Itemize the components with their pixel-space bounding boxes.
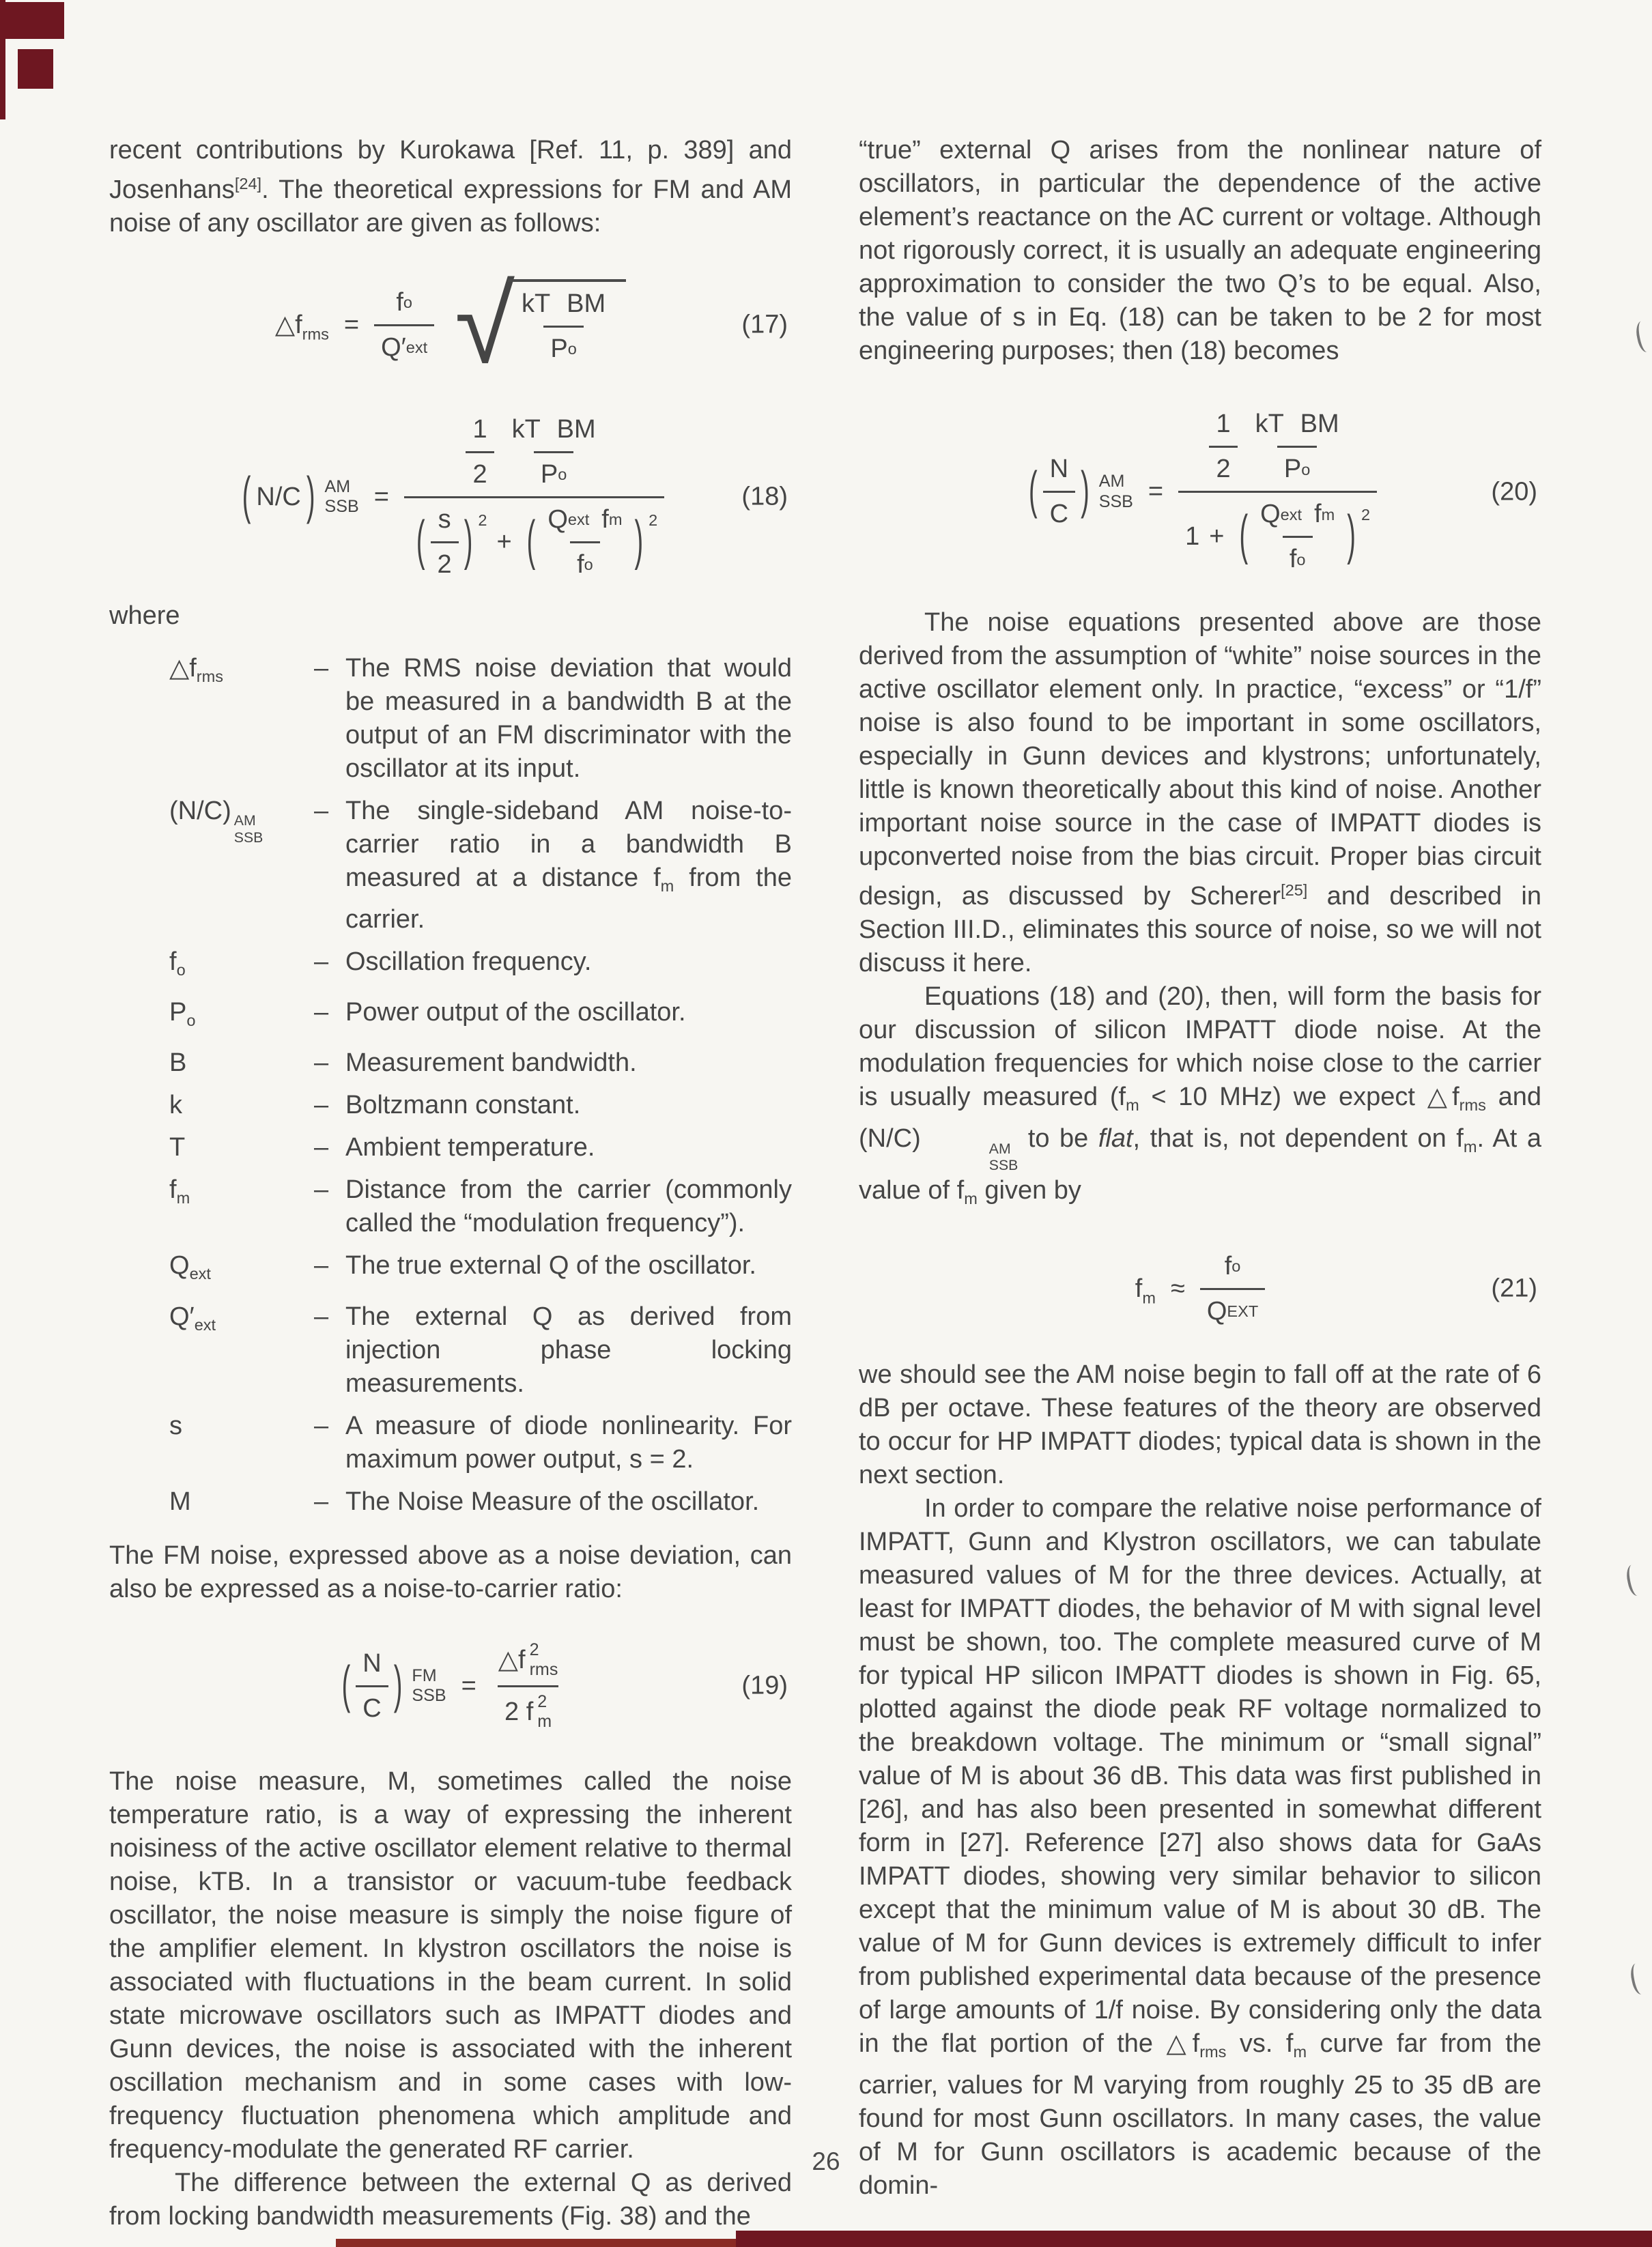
definition-desc: Ambient temperature. bbox=[345, 1133, 595, 1162]
definition-term: s bbox=[169, 1411, 182, 1440]
definition-row bbox=[109, 795, 792, 936]
radical-icon: √ bbox=[455, 263, 515, 386]
scan-mark-bottom-bar-left bbox=[336, 2239, 736, 2247]
paragraph-compare-noise: In order to compare the relative noise performance of IMPATT, Gunn and Klystron oscillators, we can tabulate measured values of M for the three devices. Actually, at least for IMPATT diodes, the behavior of M with signal level must be shown, too. The complete measured curve of M for typical HP silicon IMPATT diodes is shown in Fig. 65, plotted against the diode peak RF voltage normalized to the breakdown voltage. The minimum or “small signal” value of M is about 36 dB. This data was first published in [26], and has also been presented in somewhat different form in [27]. Reference [27] also shows data for GaAs IMPATT diodes, showing very similar behavior to silicon except that the minimum value of M is about 30 dB. The value of M for Gunn devices is extremely difficult to infer from published experimental data because of the presence of large amounts of 1/f noise. By considering only the data in the flat portion of the $\triangle f_{rms}$ vs. $f_m$ curve far from the carrier, values for M varying from roughly 25 to 35 dB are found for most Gunn oscillators. In many cases, the value of M for Gunn oscillators is academic because of the domin- bbox=[859, 1493, 1541, 2201]
definition-list bbox=[109, 652, 792, 1519]
definition-dash: – bbox=[314, 1175, 329, 1205]
definition-desc: Boltzmann constant. bbox=[345, 1091, 581, 1120]
definition-row bbox=[109, 1046, 792, 1080]
definition-term: M bbox=[169, 1487, 191, 1516]
definition-term: (N/C) AM SSB bbox=[169, 796, 264, 846]
where-label: where bbox=[109, 601, 180, 630]
paragraph-equations-basis: Equations (18) and (20), then, will form the basis for our discussion of silicon IMPATT diode noise. At the modulation frequencies for which noise close to the carrier is usually measured ($f_m < 10$ MHz) we expect $\triangle f_{rms}$ and (N/C) AM SSB to be flat, that is, not dependent on $f_m$. At a value of $f_m$ given by bbox=[859, 982, 1542, 1207]
equation-20 bbox=[859, 407, 1541, 576]
definition-dash: – bbox=[314, 1411, 329, 1440]
definition-row bbox=[109, 1300, 792, 1401]
definition-desc: Distance from the carrier (commonly called the “modulation frequency”). bbox=[345, 1175, 792, 1238]
definition-row bbox=[109, 1173, 792, 1240]
parenthesized-term: ( N/C ) bbox=[242, 468, 315, 526]
paragraph-true-q: “true” external Q arises from the nonlinear nature of oscillators, in particular the dependence of the active element’s reactance on the AC current or voltage. Although not rigorously correct, it is usually an adequate engineering approximation to consider the two Q’s to be equal. Also, the value of s in Eq. (18) can be taken to be 2 for most engineering purposes; then (18) becomes bbox=[859, 136, 1541, 365]
equals-sign: = bbox=[343, 310, 360, 339]
approx-sign: ≈ bbox=[1170, 1274, 1185, 1303]
parenthesized-term: ( N C ) bbox=[1023, 453, 1095, 531]
definition-desc: Measurement bandwidth. bbox=[345, 1048, 637, 1078]
definition-desc: The single-sideband AM noise-to-carrier ratio in a bandwidth B measured at a distance $f_m$ from the carrier. bbox=[345, 796, 792, 934]
definition-row bbox=[109, 1089, 792, 1122]
paragraph-noise-measure: The noise measure, M, sometimes called the noise temperature ratio, is a way of expressing the inherent noisiness of the active oscillator element relative to thermal noise, kTB. In a transistor or vacuum-tube feedback oscillator, the noise measure is simply the noise figure of the amplifier element. In klystron oscillators the noise is associated with fluctuations in the beam current. In solid state microwave oscillators such as IMPATT diodes and Gunn devices, the noise is associated with the inherent oscillation mechanism and in some cases with low-frequency fluctuation phenomena which amplitude and frequency-modulate the generated RF carrier. bbox=[109, 1767, 792, 2164]
definition-row bbox=[109, 1249, 792, 1291]
definition-dash: – bbox=[314, 796, 329, 825]
definition-dash: – bbox=[314, 1091, 329, 1120]
equation-number: (19) bbox=[741, 1671, 788, 1700]
definition-term: $Q_{ext}$ bbox=[169, 1251, 211, 1283]
definition-row bbox=[109, 1131, 792, 1164]
main-fraction: 1 2 kT BM P o ( s 2 ) 2 + ( Q ext f m f o ) 2 bbox=[404, 413, 664, 582]
definition-row bbox=[109, 945, 792, 987]
fraction: f o Q EXT bbox=[1200, 1250, 1265, 1328]
superscript-subscript: AM SSB bbox=[324, 476, 359, 517]
superscript-subscript: FM SSB bbox=[412, 1665, 446, 1706]
fraction: f o Q′ ext bbox=[374, 286, 434, 364]
scan-mark-bottom-bar bbox=[736, 2231, 1652, 2247]
definition-term: $P_o$ bbox=[169, 998, 196, 1030]
definition-dash: – bbox=[314, 1251, 329, 1280]
definition-term: $\triangle f_{rms}$ bbox=[169, 653, 224, 685]
definition-dash: – bbox=[314, 1487, 329, 1516]
margin-pen-mark-2 bbox=[1624, 1563, 1645, 1597]
definition-desc: The RMS noise deviation that would be measured in a bandwidth B at the output of an FM discriminator with the oscillator at its input. bbox=[345, 653, 792, 783]
right-column bbox=[859, 134, 1541, 2203]
equation-19 bbox=[109, 1640, 792, 1732]
margin-pen-mark-1 bbox=[1634, 319, 1652, 354]
definition-desc: A measure of diode nonlinearity. For maximum power output, s = 2. bbox=[345, 1411, 792, 1474]
parenthesized-term: ( N C ) bbox=[337, 1647, 408, 1726]
equation-18 bbox=[109, 413, 792, 582]
paragraph-noise-equations: The noise equations presented above are those derived from the assumption of “white” noise sources in the active oscillator element only. In practice, “excess” or “1/f” noise is also found to be important in some oscillators, especially in Gunn devices and klystrons; unfortunately, little is known theoretically about this kind of noise. Another important noise source in the case of IMPATT diodes is upconverted noise from the bias circuit. Proper bias circuit design, as discussed by Scherer[25] and described in Section III.D., eliminates this source of noise, so we will not discuss it here. bbox=[859, 608, 1541, 977]
definition-row bbox=[109, 1485, 792, 1519]
paragraph-fm-noise: The FM noise, expressed above as a noise deviation, can also be expressed as a noise-to-carrier ratio: bbox=[109, 1541, 792, 1603]
equals-sign: = bbox=[461, 1671, 476, 1700]
definition-dash: – bbox=[314, 1048, 329, 1078]
page-number: 26 bbox=[812, 2147, 840, 2175]
equation-number: (20) bbox=[1491, 477, 1537, 506]
definition-dash: – bbox=[314, 1133, 329, 1162]
equation-17 bbox=[109, 263, 792, 386]
definition-desc: The true external Q of the oscillator. bbox=[345, 1251, 756, 1280]
fraction: △f 2 rms 2 f 2 m bbox=[498, 1640, 558, 1732]
definition-desc: The external Q as derived from injection phase locking measurements. bbox=[345, 1302, 792, 1398]
equation-21 bbox=[859, 1250, 1541, 1328]
definition-desc: The Noise Measure of the oscillator. bbox=[345, 1487, 760, 1516]
definition-dash: – bbox=[314, 1302, 329, 1331]
definition-term: $f_m$ bbox=[169, 1175, 190, 1207]
definition-term: $f_o$ bbox=[169, 947, 186, 979]
paragraph-difference: The difference between the external Q as derived from locking bandwidth measurements (Fig. 38) and the bbox=[109, 2169, 792, 2231]
superscript-subscript: AM SSB bbox=[1098, 471, 1133, 511]
definition-dash: – bbox=[314, 947, 329, 976]
math-term: $f_m$ bbox=[1135, 1274, 1156, 1307]
scan-mark-top-left-1 bbox=[4, 2, 64, 39]
paragraph-am-falloff: we should see the AM noise begin to fall off at the rate of 6 dB per octave. These features of the theory are observed to occur for HP IMPATT diodes; typical data is shown in the next section. bbox=[859, 1360, 1541, 1489]
equation-number: (18) bbox=[741, 482, 788, 511]
left-column bbox=[109, 134, 792, 2233]
margin-pen-mark-3 bbox=[1628, 1962, 1649, 1996]
square-root: √ kT BM P o bbox=[455, 277, 626, 373]
paragraph-intro: recent contributions by Kurokawa [Ref. 11, p. 389] and Josenhans[24]. The theoretical expressions for FM and AM noise of any oscillator are given as follows: bbox=[109, 136, 792, 238]
definition-dash: – bbox=[314, 998, 329, 1027]
equation-number: (21) bbox=[1491, 1274, 1537, 1303]
definition-row bbox=[109, 652, 792, 786]
scan-mark-left-edge bbox=[0, 0, 5, 119]
equals-sign: = bbox=[1148, 477, 1164, 506]
definition-term: $Q'_{ext}$ bbox=[169, 1302, 216, 1334]
math-term: $\triangle f_{rms}$ bbox=[274, 310, 329, 343]
main-fraction: 1 2 kT BM P o 1 + ( Q ext f m f o ) 2 bbox=[1178, 407, 1377, 576]
definition-desc: Oscillation frequency. bbox=[345, 947, 592, 976]
equation-number: (17) bbox=[741, 310, 788, 339]
definition-dash: – bbox=[314, 653, 329, 683]
scan-mark-top-left-2 bbox=[18, 49, 53, 89]
definition-term: B bbox=[169, 1048, 187, 1078]
definition-term: k bbox=[169, 1091, 182, 1120]
equals-sign: = bbox=[373, 482, 389, 511]
definition-desc: Power output of the oscillator. bbox=[345, 998, 686, 1027]
definition-term: T bbox=[169, 1133, 186, 1162]
definition-row bbox=[109, 1409, 792, 1476]
definition-row bbox=[109, 996, 792, 1037]
